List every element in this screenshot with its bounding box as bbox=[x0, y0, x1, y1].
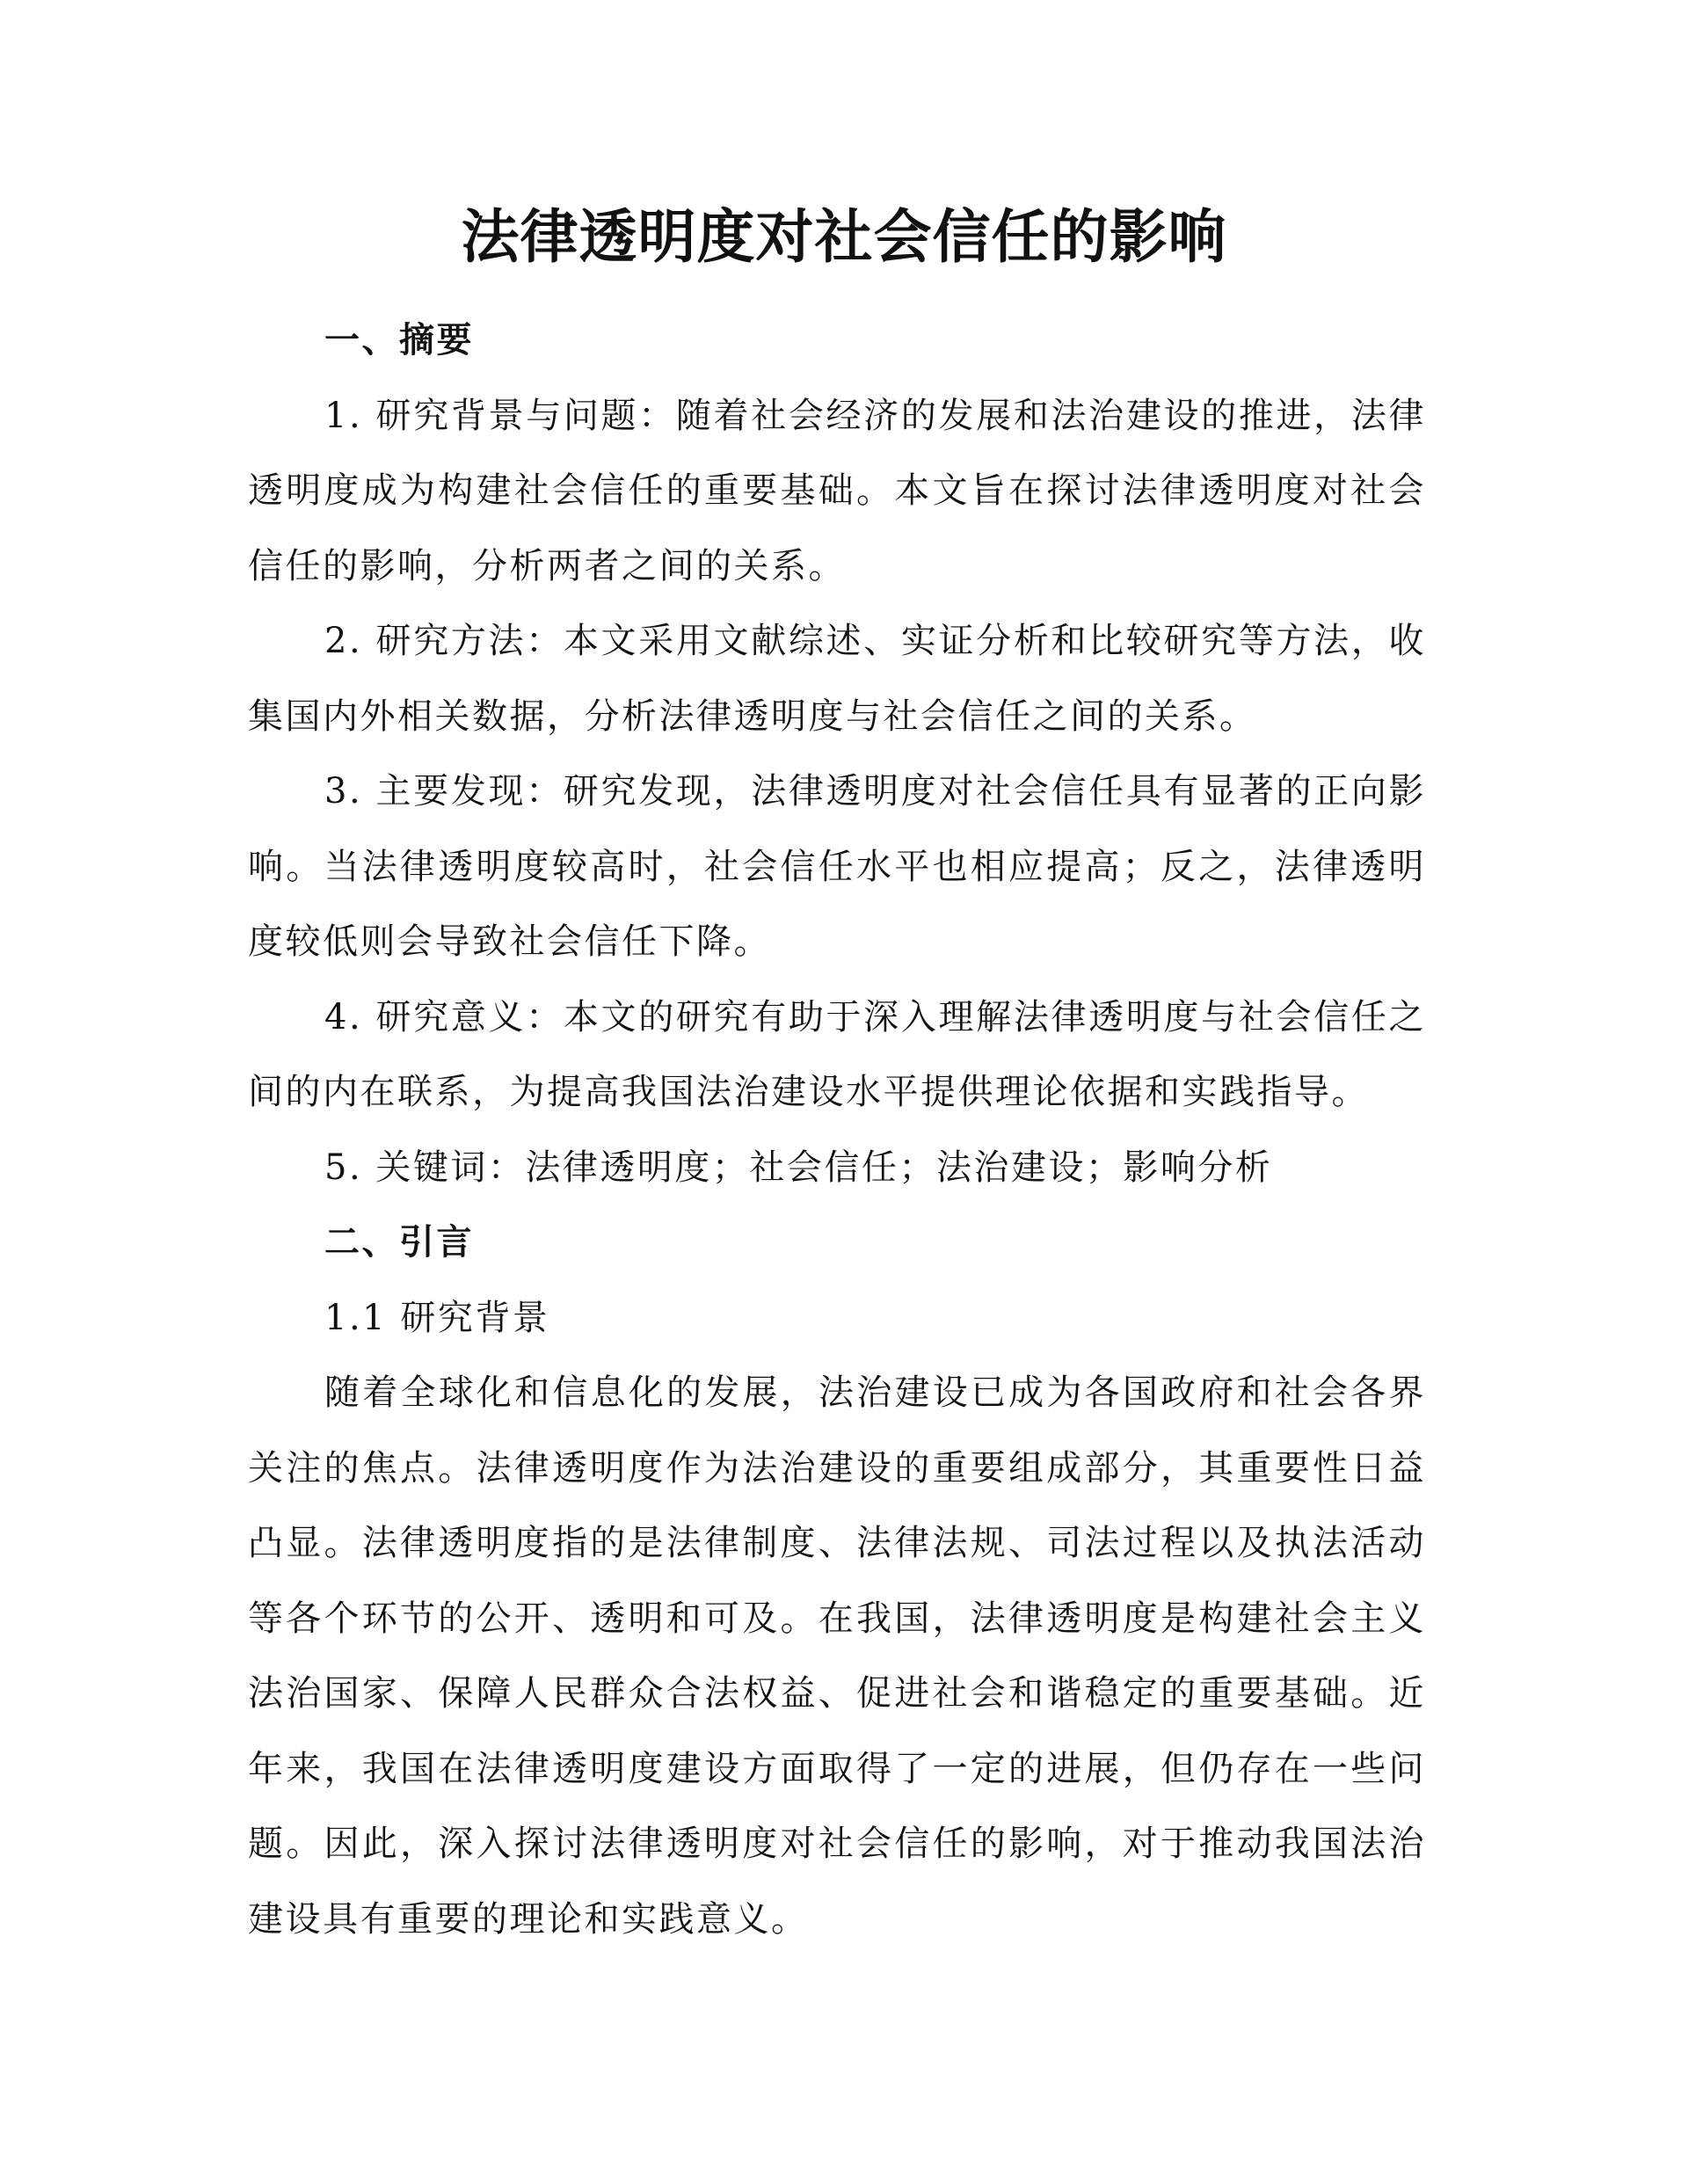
document-title: 法律透明度对社会信任的影响 bbox=[461, 203, 1227, 271]
abstract-item-method: 2. 研究方法：本文采用文献综述、实证分析和比较研究等方法，收集国内外相关数据，分析法律透明度与社会信任之间的关系。 bbox=[248, 621, 1426, 737]
abstract-item-findings: 3. 主要发现：研究发现，法律透明度对社会信任具有显著的正向影响。当法律透明度较高时，社会信任水平也相应提高；反之，法律透明度较低则会导致社会信任下降。 bbox=[248, 771, 1426, 962]
introduction-paragraph: 随着全球化和信息化的发展，法治建设已成为各国政府和社会各界关注的焦点。法律透明度作为法治建设的重要组成部分，其重要性日益凸显。法律透明度指的是法律制度、法律法规、司法过程以及执法活动等各个环节的公开、透明和可及。在我国，法律透明度是构建社会主义法治国家、保障人民群众合法权益、促进社会和谐稳定的重要基础。近年来，我国在法律透明度建设方面取得了一定的进展，但仍存在一些问题。因此，深入探讨法律透明度对社会信任的影响，对于推动我国法治建设具有重要的理论和实践意义。 bbox=[248, 1372, 1426, 1940]
subsection-heading-background: 1.1 研究背景 bbox=[324, 1297, 550, 1338]
abstract-item-significance: 4. 研究意义：本文的研究有助于深入理解法律透明度与社会信任之间的内在联系，为提高我国法治建设水平提供理论依据和实践指导。 bbox=[248, 996, 1426, 1112]
section-heading-abstract: 一、摘要 bbox=[324, 320, 474, 360]
abstract-item-keywords: 5. 关键词：法律透明度；社会信任；法治建设；影响分析 bbox=[324, 1147, 1273, 1188]
section-heading-introduction: 二、引言 bbox=[324, 1222, 474, 1263]
document-body bbox=[248, 303, 1426, 1957]
abstract-item-background: 1. 研究背景与问题：随着社会经济的发展和法治建设的推进，法律透明度成为构建社会信任的重要基础。本文旨在探讨法律透明度对社会信任的影响，分析两者之间的关系。 bbox=[248, 395, 1426, 586]
